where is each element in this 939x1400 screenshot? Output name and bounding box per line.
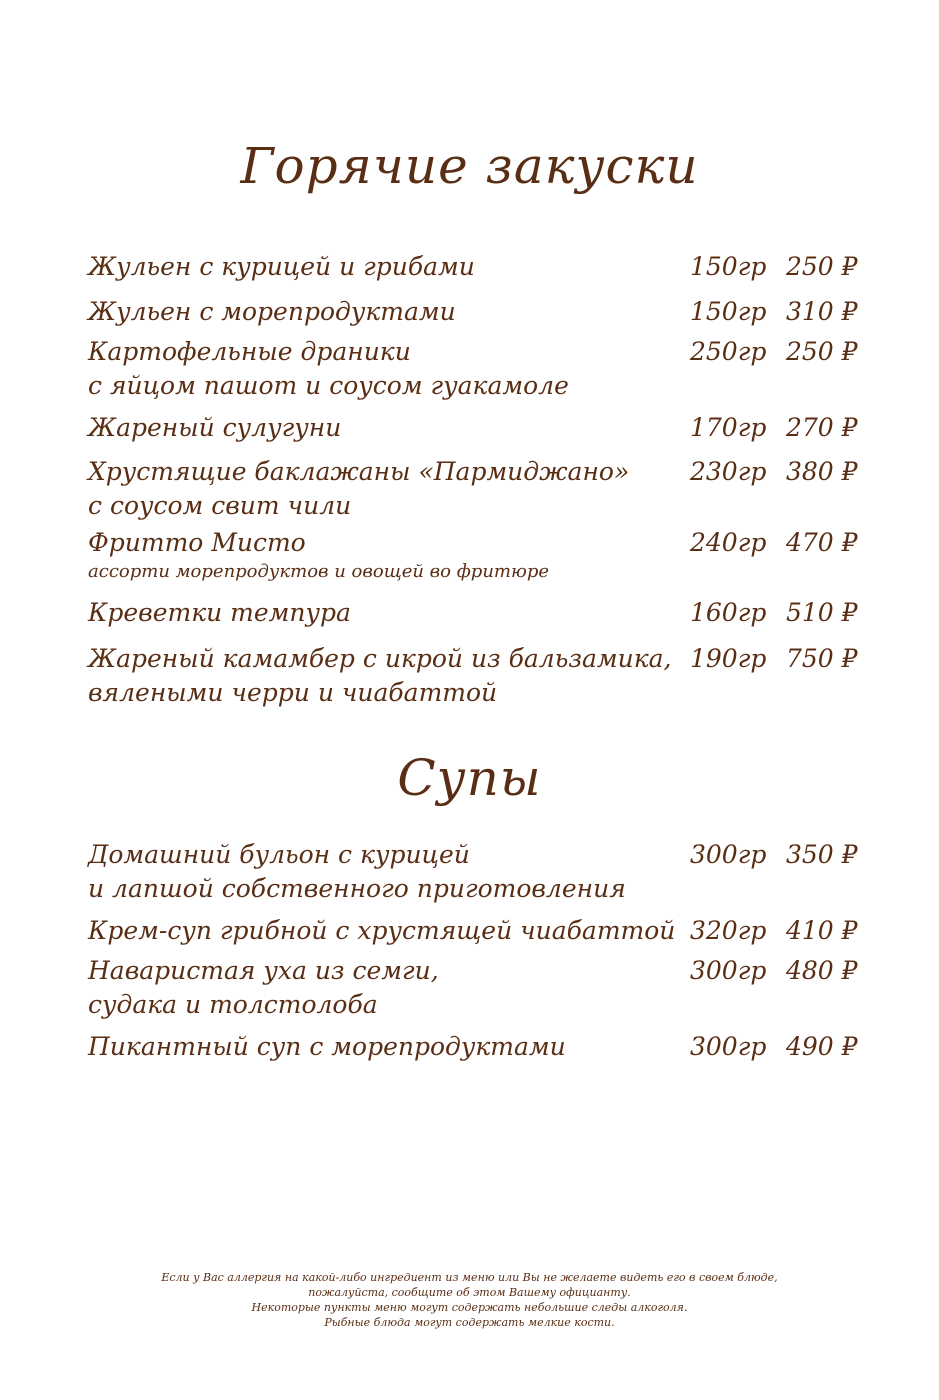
menu-item-price: 750 ₽ <box>786 644 858 673</box>
menu-item <box>88 250 868 284</box>
menu-item-weight: 240гр <box>690 528 767 557</box>
menu-item-name: Пикантный суп с морепродуктами <box>88 1032 566 1061</box>
menu-item-price: 410 ₽ <box>786 916 858 945</box>
menu-item <box>88 335 868 403</box>
menu-item-name: Наваристая уха из семги, <box>88 956 439 985</box>
menu-item-weight: 300гр <box>690 1032 767 1061</box>
menu-item-weight: 190гр <box>690 644 767 673</box>
menu-item-price: 380 ₽ <box>786 457 858 486</box>
menu-item <box>88 954 868 1022</box>
menu-item-price: 270 ₽ <box>786 413 858 442</box>
menu-item-price: 350 ₽ <box>786 840 858 869</box>
fish-bones-notice-line: Рыбные блюда могут содержать мелкие кости. <box>324 1316 615 1329</box>
alcohol-notice-line: Некоторые пункты меню могут содержать небольшие следы алкоголя. <box>251 1301 688 1314</box>
menu-item-name: Жульен с курицей и грибами <box>88 252 475 281</box>
menu-item-price: 480 ₽ <box>786 956 858 985</box>
menu-item <box>88 596 868 630</box>
menu-item-name: Картофельные драники <box>88 337 411 366</box>
menu-item-name: Креветки темпура <box>88 598 351 627</box>
menu-item <box>88 1030 868 1064</box>
menu-item <box>88 526 868 584</box>
menu-item-price: 250 ₽ <box>786 252 858 281</box>
menu-item-description: судака и толстолоба <box>88 990 378 1019</box>
menu-item-name: Жареный сулугуни <box>88 413 342 442</box>
menu-item-name: Фритто Мисто <box>88 528 306 557</box>
menu-item-price: 310 ₽ <box>786 297 858 326</box>
menu-item-description: с яйцом пашот и соусом гуакамоле <box>88 371 569 400</box>
menu-item-description: с соусом свит чили <box>88 491 352 520</box>
menu-item-description: и лапшой собственного приготовления <box>88 874 626 903</box>
menu-item <box>88 295 868 329</box>
menu-item-price: 470 ₽ <box>786 528 858 557</box>
allergy-notice <box>0 1270 939 1330</box>
menu-item-price: 250 ₽ <box>786 337 858 366</box>
menu-item-weight: 160гр <box>690 598 767 627</box>
menu-item-price: 490 ₽ <box>786 1032 858 1061</box>
menu-item-weight: 170гр <box>690 413 767 442</box>
section-title-hot-appetizers: Горячие закуски <box>240 137 699 195</box>
menu-item-description: вялеными черри и чиабаттой <box>88 678 498 707</box>
menu-item <box>88 411 868 445</box>
menu-item-weight: 230гр <box>690 457 767 486</box>
menu-item <box>88 642 868 710</box>
menu-item-name: Жульен с морепродуктами <box>88 297 456 326</box>
menu-item-weight: 320гр <box>690 916 767 945</box>
menu-item <box>88 455 868 523</box>
menu-item <box>88 838 868 906</box>
section-title-soups: Супы <box>397 749 542 807</box>
allergy-notice-line: пожалуйста, сообщите об этом Вашему официанту. <box>308 1286 631 1299</box>
menu-item-name: Домашний бульон с курицей <box>88 840 470 869</box>
allergy-notice-line: Если у Вас аллергия на какой-либо ингредиент из меню или Вы не желаете видеть его в своем блюде, <box>161 1271 778 1284</box>
menu-item-weight: 300гр <box>690 956 767 985</box>
menu-item-price: 510 ₽ <box>786 598 858 627</box>
menu-item-name: Жареный камамбер с икрой из бальзамика, <box>88 644 672 673</box>
menu-item-weight: 150гр <box>690 297 767 326</box>
menu-item-description: ассорти морепродуктов и овощей во фритюре <box>88 561 550 582</box>
menu-item-weight: 300гр <box>690 840 767 869</box>
menu-item-weight: 250гр <box>690 337 767 366</box>
menu-item <box>88 914 868 948</box>
menu-item-name: Крем-суп грибной с хрустящей чиабаттой <box>88 916 676 945</box>
menu-item-name: Хрустящие баклажаны «Пармиджано» <box>88 457 630 486</box>
menu-item-weight: 150гр <box>690 252 767 281</box>
